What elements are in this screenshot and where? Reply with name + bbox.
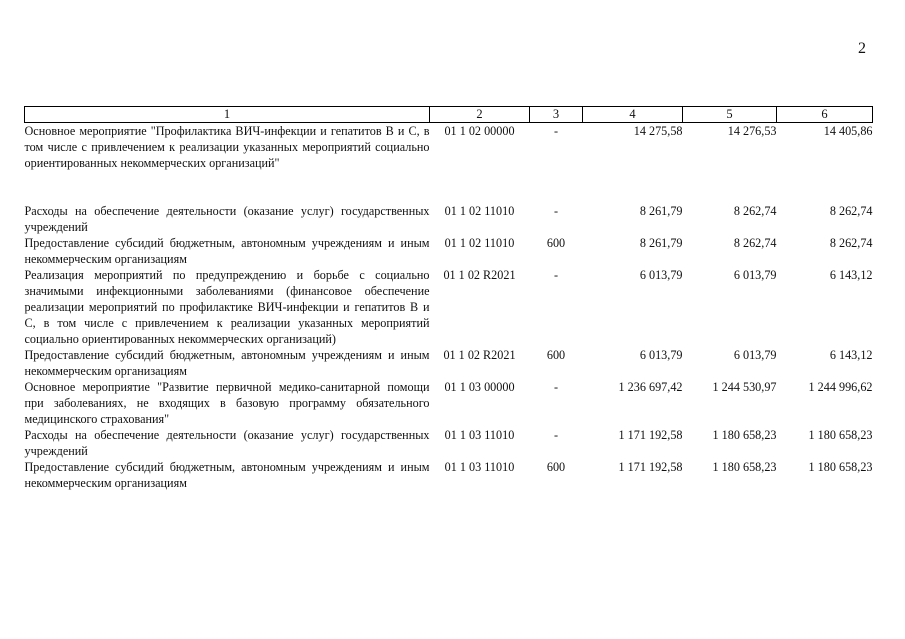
table-row: [25, 427, 873, 459]
row-code: 01 1 02 R2021: [443, 348, 516, 362]
table-row: [25, 235, 873, 267]
column-header-5: 5: [683, 107, 777, 123]
row-name: Реализация мероприятий по предупреждению и борьбе с социально значимыми инфекционными заболеваниями (финансовое обеспечение реализации мероприятий по профилактике ВИЧ-инфекции и гепатитов В и С, в том числе с привлечением к реализации указанных мероприятий социально ориентированных некоммерческих организаций): [24, 268, 430, 346]
page-number: 2: [858, 40, 866, 57]
row-value-1: 8 261,79: [639, 236, 683, 250]
row-value-2: 8 262,74: [733, 204, 777, 218]
row-value-1: 1 171 192,58: [618, 428, 683, 442]
column-header-3: 3: [530, 107, 583, 123]
row-value-2: 1 244 530,97: [712, 380, 777, 394]
row-value-3: 1 180 658,23: [808, 460, 873, 474]
row-code: 01 1 03 00000: [444, 380, 515, 394]
row-value-1: 14 275,58: [633, 124, 683, 138]
row-name: Предоставление субсидий бюджетным, автономным учреждениям и иным некоммерческим организациям: [24, 236, 430, 266]
row-value-1: 6 013,79: [639, 348, 683, 362]
row-value-3: 14 405,86: [823, 124, 873, 138]
row-code: 01 1 02 11010: [444, 204, 515, 218]
row-value-3: 6 143,12: [829, 268, 873, 282]
table-row: [25, 347, 873, 379]
row-value-2: 6 013,79: [733, 268, 777, 282]
row-code: 01 1 03 11010: [444, 460, 515, 474]
row-name: Основное мероприятие "Развитие первичной медико-санитарной помощи при заболеваниях, не входящих в базовую программу обязательного медицинского страхования": [24, 380, 430, 426]
table-row: [25, 459, 873, 491]
row-expense-type: -: [553, 428, 559, 442]
row-value-2: 14 276,53: [727, 124, 777, 138]
row-value-3: 8 262,74: [829, 204, 873, 218]
row-value-1: 6 013,79: [639, 268, 683, 282]
row-expense-type: -: [553, 124, 559, 138]
table-row: [25, 123, 873, 204]
row-expense-type: 600: [546, 236, 566, 250]
row-value-2: 6 013,79: [733, 348, 777, 362]
table-row: [25, 267, 873, 347]
row-name: Основное мероприятие "Профилактика ВИЧ-инфекции и гепатитов В и С, в том числе с привлечением к реализации указанных мероприятий социально ориентированных некоммерческих организаций": [24, 124, 430, 170]
row-value-1: 1 171 192,58: [618, 460, 683, 474]
budget-table: [24, 106, 873, 491]
table-header-row: [25, 107, 873, 123]
row-name: Расходы на обеспечение деятельности (оказание услуг) государственных учреждений: [24, 204, 430, 234]
column-header-2: 2: [430, 107, 530, 123]
row-code: 01 1 03 11010: [444, 428, 515, 442]
row-value-2: 1 180 658,23: [712, 428, 777, 442]
row-value-3: 1 180 658,23: [808, 428, 873, 442]
column-header-6: 6: [777, 107, 873, 123]
row-code: 01 1 02 11010: [444, 236, 515, 250]
row-name: Предоставление субсидий бюджетным, автономным учреждениям и иным некоммерческим организациям: [24, 460, 430, 490]
row-value-3: 6 143,12: [829, 348, 873, 362]
row-expense-type: 600: [546, 348, 566, 362]
table-row: [25, 203, 873, 235]
column-header-1: 1: [25, 107, 430, 123]
column-header-4: 4: [583, 107, 683, 123]
row-expense-type: -: [553, 380, 559, 394]
row-value-3: 1 244 996,62: [808, 380, 873, 394]
row-expense-type: 600: [546, 460, 566, 474]
row-code: 01 1 02 00000: [444, 124, 515, 138]
row-value-2: 8 262,74: [733, 236, 777, 250]
row-code: 01 1 02 R2021: [443, 268, 516, 282]
row-expense-type: -: [553, 204, 559, 218]
row-name: Расходы на обеспечение деятельности (оказание услуг) государственных учреждений: [24, 428, 430, 458]
table-row: [25, 379, 873, 427]
row-value-1: 1 236 697,42: [618, 380, 683, 394]
row-value-3: 8 262,74: [829, 236, 873, 250]
row-expense-type: -: [553, 268, 559, 282]
row-value-1: 8 261,79: [639, 204, 683, 218]
row-name: Предоставление субсидий бюджетным, автономным учреждениям и иным некоммерческим организациям: [24, 348, 430, 378]
row-value-2: 1 180 658,23: [712, 460, 777, 474]
